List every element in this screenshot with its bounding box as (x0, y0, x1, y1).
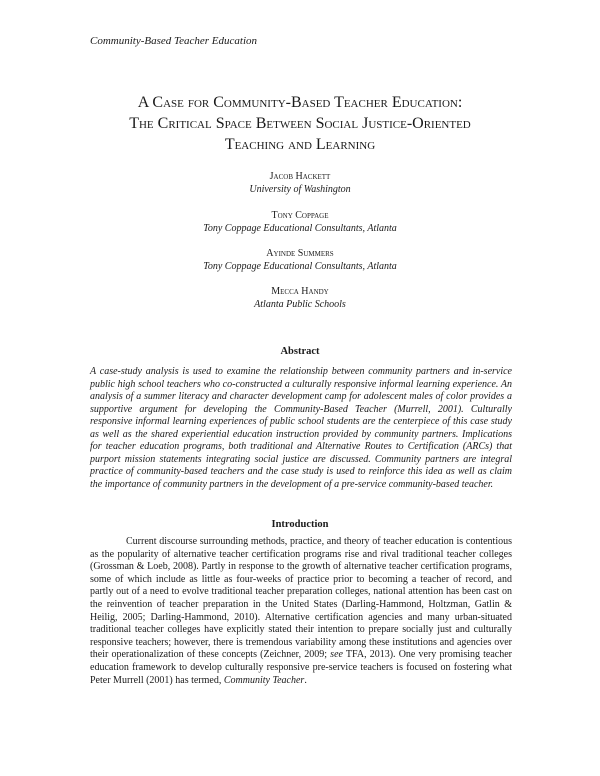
intro-term: Community Teacher (223, 674, 305, 686)
paper-title (70, 92, 530, 155)
author-2 (90, 209, 510, 235)
intro-text-part-2: TFA, 2013). One very promising teacher education framework to develop culturally responsive pre-service teachers is focused on fostering what Peter Murrell (2001) has termed, (90, 649, 512, 686)
author-affiliation: Tony Coppage Educational Consultants, Atlanta (203, 223, 397, 234)
title-line-1: A Case for Community-Based Teacher Education: (137, 94, 463, 111)
author-affiliation: Atlanta Public Schools (254, 299, 346, 310)
abstract-heading: Abstract (280, 346, 320, 357)
introduction-paragraph (90, 536, 512, 687)
running-head: Community-Based Teacher Education (90, 35, 258, 47)
intro-text-part-1: Current discourse surrounding methods, practice, and theory of teacher education is contentious as the popularity of alternative teacher certification programs rise and rival traditional teacher colleges (Grossman & Loeb, 2008). Partly in response to the growth of alternative teacher certification programs, some of which include as little as four-weeks of practice prior to becoming a teacher of record, and partly out of a need to evolve traditional teacher preparation colleges, national attention has been cast on the reinvention of teacher preparation in the United States (Darling-Hammond, Holtzman, Gatlin & Heilig, 2005; Darling-Hammond, 2010). Alternative certification agencies and many urban-situated traditional teacher colleges have explicitly stated their intention to prepare socially just and culturally responsive teachers; however, there is tremendous variability among these institutions and agencies over their operationalization of these concepts (Zeichner, 2009; (90, 536, 512, 661)
author-name: Jacob Hackett (269, 171, 331, 182)
intro-see: see (330, 649, 343, 661)
title-line-3: Teaching and Learning (224, 136, 376, 153)
abstract-text: A case-study analysis is used to examine the relationship between community partners and in-service public high school teachers who co-constructed a culturally responsive informal learning experience. An analysis of a summer literacy and character development camp for adolescent males of color provides a supportive argument for developing the Community-Based Teacher (Murrell, 2001). Culturally responsive informal learning experiences of public school students are the centerpiece of this case study as well as the shared experiential education instruction provided by community partners. Implications for teacher education programs, both traditional and Alternative Routes to Certification (ARCs) that purport mission statements integrating social justice are discussed. Community partners are integral practice of community-based teachers and the case study is used to reinforce this idea as well as claim the importance of community partners in the development of a pre-service community-based teacher. (90, 366, 512, 490)
author-4 (90, 285, 510, 311)
author-name: Mecca Handy (271, 286, 329, 297)
intro-end: . (304, 674, 307, 686)
author-3 (90, 247, 510, 273)
title-line-2: The Critical Space Between Social Justice-Oriented (129, 115, 471, 132)
introduction-heading: Introduction (271, 519, 329, 530)
author-affiliation: Tony Coppage Educational Consultants, Atlanta (203, 261, 397, 272)
author-affiliation: University of Washington (249, 184, 351, 195)
author-name: Tony Coppage (271, 210, 329, 221)
author-name: Ayinde Summers (266, 248, 334, 259)
author-1 (90, 170, 510, 196)
